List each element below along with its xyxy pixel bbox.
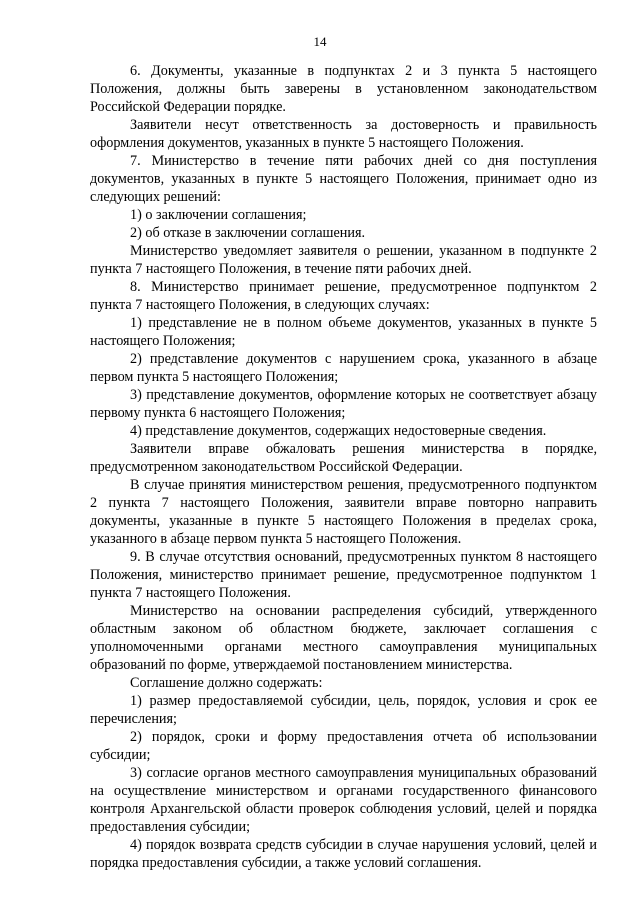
paragraph-7: 7. Министерство в течение пяти рабочих дней со дня поступления документов, указанных в пункте 5 настоящего Положения, принимает одно из следующих решений:: [90, 153, 597, 205]
paragraph-8: 8. Министерство принимает решение, предусмотренное подпунктом 2 пункта 7 настоящего Положения, в следующих случаях:: [90, 279, 597, 313]
list-item-case-1: 1) представление не в полном объеме документов, указанных в пункте 5 настоящего Положения;: [90, 315, 597, 349]
paragraph-agreements: Министерство на основании распределения субсидий, утвержденного областным законом об областном бюджете, заключает соглашения с уполномоченными органами местного самоуправления муниципальных образований по форме, утверждаемой постановлением министерства.: [90, 603, 597, 673]
list-item-case-2: 2) представление документов с нарушением срока, указанного в абзаце первом пункта 5 настоящего Положения;: [90, 351, 597, 385]
list-item-case-3: 3) представление документов, оформление которых не соответствует абзацу первому пункта 6 настоящего Положения;: [90, 387, 597, 421]
list-item-content-4: 4) порядок возврата средств субсидии в случае нарушения условий, целей и порядка предоставления субсидии, а также условий соглашения.: [90, 837, 597, 871]
list-item-decision-2: 2) об отказе в заключении соглашения.: [130, 225, 366, 241]
page-number: 14: [313, 34, 327, 49]
list-item-content-2: 2) порядок, сроки и форму предоставления отчета об использовании субсидии;: [90, 729, 597, 763]
list-item-content-1: 1) размер предоставляемой субсидии, цель, порядок, условия и срок ее перечисления;: [90, 693, 597, 727]
paragraph-resubmission: В случае принятия министерством решения, предусмотренного подпунктом 2 пункта 7 настоящего Положения, заявители вправе повторно направить документы, указанные в пункте 5 настоящего Положения в пределах срока, указанного в абзаце первом пункта 5 настоящего Положения.: [90, 477, 597, 547]
list-item-content-3: 3) согласие органов местного самоуправления муниципальных образований на осуществление министерством и органами государственного финансового контроля Архангельской области проверок соблюдения условий, целей и порядка предоставления субсидии;: [90, 765, 597, 835]
paragraph-agreement-contents: Соглашение должно содержать:: [130, 675, 323, 691]
paragraph-responsibility: Заявители несут ответственность за достоверность и правильность оформления документов, указанных в пункте 5 настоящего Положения.: [90, 117, 597, 151]
paragraph-appeal: Заявители вправе обжаловать решения министерства в порядке, предусмотренном законодательством Российской Федерации.: [90, 441, 597, 475]
list-item-decision-1: 1) о заключении соглашения;: [130, 207, 307, 223]
list-item-case-4: 4) представление документов, содержащих недостоверные сведения.: [130, 423, 547, 439]
paragraph-9: 9. В случае отсутствия оснований, предусмотренных пунктом 8 настоящего Положения, министерство принимает решение, предусмотренное подпунктом 1 пункта 7 настоящего Положения.: [90, 549, 597, 601]
paragraph-6: 6. Документы, указанные в подпунктах 2 и 3 пункта 5 настоящего Положения, должны быть заверены в установленном законодательством Российской Федерации порядке.: [90, 63, 597, 115]
document-body: [90, 62, 597, 872]
paragraph-notification: Министерство уведомляет заявителя о решении, указанном в подпункте 2 пункта 7 настоящего Положения, в течение пяти рабочих дней.: [90, 243, 597, 277]
